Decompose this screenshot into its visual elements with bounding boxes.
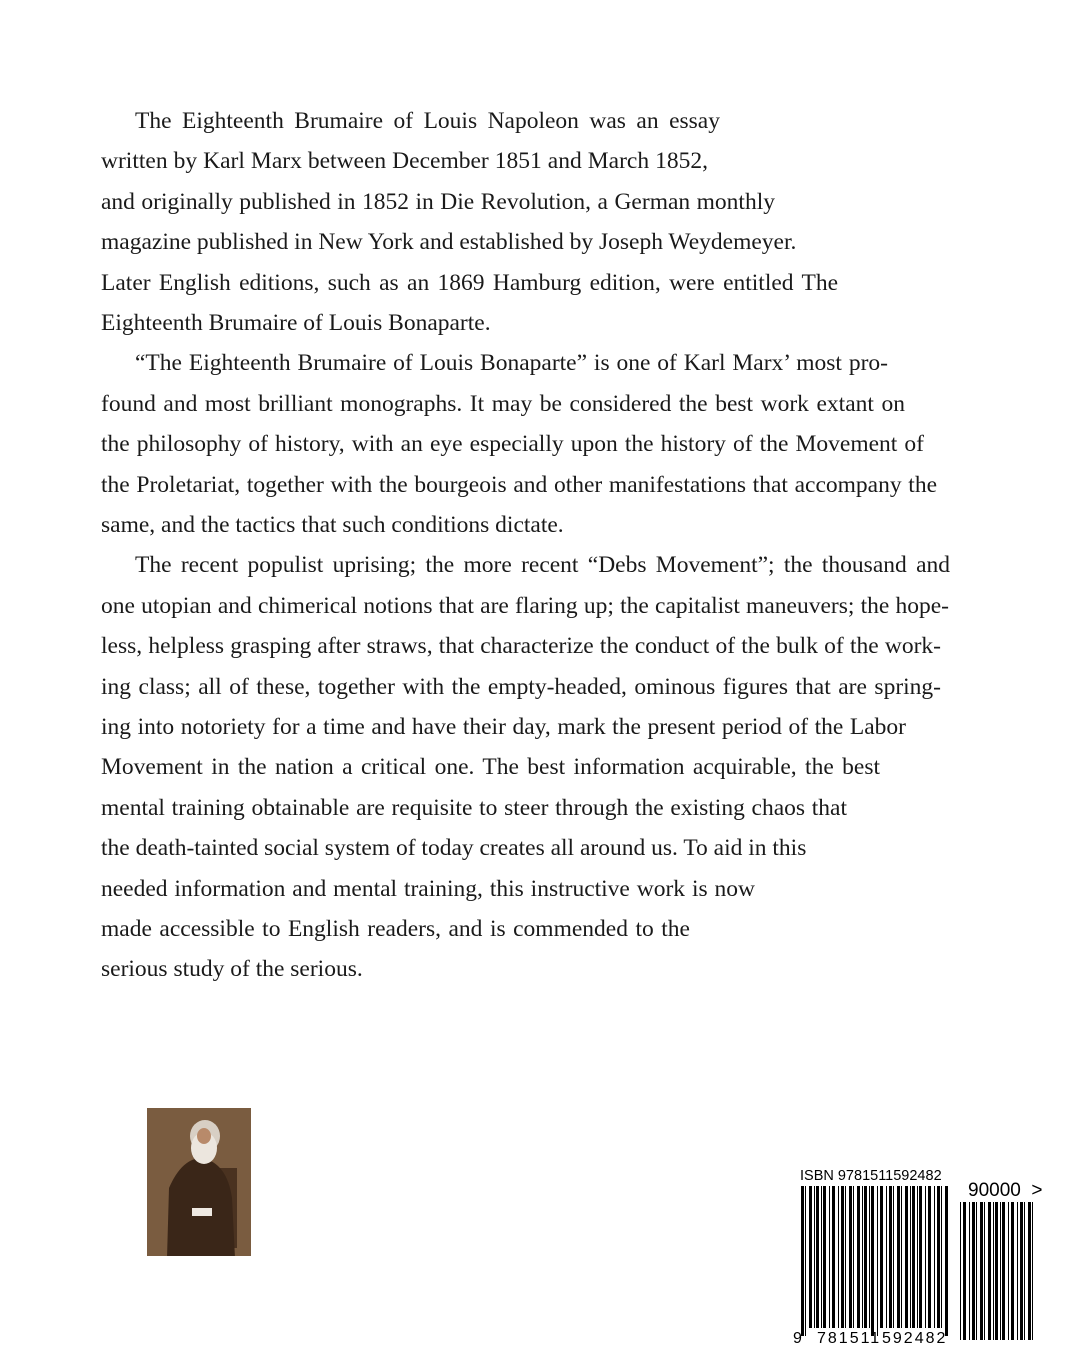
barcode-bar <box>993 1202 994 1340</box>
barcode-bar <box>886 1186 887 1328</box>
barcode-bar <box>893 1186 894 1328</box>
blurb-line: mental training obtainable are requisite to steer through the existing chaos that <box>101 794 847 821</box>
barcode-bar <box>1002 1202 1005 1340</box>
blurb-line: found and most brilliant monographs. It may be considered the best work extant on <box>101 390 905 417</box>
barcode-bar <box>934 1186 935 1328</box>
barcode-digit-first: 9 <box>793 1330 802 1347</box>
barcode-bar <box>809 1186 812 1328</box>
barcode-digits-right: 592482 <box>882 1330 948 1347</box>
barcode-bar <box>880 1186 883 1328</box>
author-portrait-photo <box>147 1108 251 1256</box>
barcode-bar <box>862 1186 863 1328</box>
barcode-bar <box>814 1186 815 1328</box>
barcode-bar <box>864 1186 867 1328</box>
barcode-bar <box>1017 1202 1018 1340</box>
barcode-bar <box>980 1202 983 1340</box>
blurb-line: the death-tainted social system of today creates all around us. To aid in this <box>101 835 807 862</box>
barcode-bar <box>805 1186 806 1336</box>
barcode-bar <box>1000 1202 1001 1340</box>
blurb-line: less, helpless grasping after straws, that characterize the conduct of the bulk of the work- <box>101 633 941 660</box>
blurb-line: The recent populist uprising; the more recent “Debs Movement”; the thousand and <box>135 552 950 579</box>
barcode-bar <box>877 1186 878 1336</box>
blurb-line: “The Eighteenth Brumaire of Louis Bonaparte” is one of Karl Marx’ most pro- <box>135 350 888 377</box>
barcode-bar <box>912 1186 915 1328</box>
barcode-bar <box>988 1202 991 1340</box>
barcode-bar <box>853 1186 854 1328</box>
blurb-line: the Proletariat, together with the bourgeois and other manifestations that accompany the <box>101 471 937 498</box>
barcode-bar <box>897 1186 900 1328</box>
blurb-line: Eighteenth Brumaire of Louis Bonaparte. <box>101 310 491 336</box>
blurb-line: the philosophy of history, with an eye especially upon the history of the Movement of <box>101 431 924 458</box>
barcode-bar <box>849 1186 852 1328</box>
isbn-barcode <box>795 1168 1045 1353</box>
barcode-bar <box>960 1202 961 1340</box>
barcode-bar <box>941 1186 942 1328</box>
barcode-bar <box>832 1186 835 1328</box>
barcode-bar <box>905 1186 908 1328</box>
barcode-bar <box>869 1186 870 1328</box>
barcode-bar <box>1011 1202 1014 1340</box>
blurb-line: serious study of the serious. <box>101 956 363 983</box>
blurb-line: one utopian and chimerical notions that are flaring up; the capitalist maneuvers; the hope- <box>101 592 949 619</box>
blurb-line: Later English editions, such as an 1869 Hamburg edition, were entitled The <box>101 269 838 296</box>
barcode-bar <box>917 1186 918 1328</box>
blurb-line: ing into notoriety for a time and have their day, mark the present period of the Labor <box>101 714 906 740</box>
barcode-bar <box>901 1186 902 1328</box>
barcode-digits-left: 781511 <box>817 1330 882 1347</box>
barcode-bar <box>937 1186 940 1328</box>
isbn-label: ISBN 9781511592482 <box>800 1168 942 1184</box>
blurb-line: Movement in the nation a critical one. The best information acquirable, the best <box>101 754 880 781</box>
barcode-bar <box>928 1186 931 1328</box>
blurb-line: same, and the tactics that such conditions dictate. <box>101 512 564 538</box>
barcode-bar <box>821 1186 822 1328</box>
barcode-bar <box>1024 1202 1025 1340</box>
barcode-bar <box>829 1186 830 1328</box>
barcode-bar <box>841 1186 844 1328</box>
barcode-bar <box>1008 1202 1009 1340</box>
barcode-bar <box>871 1186 874 1336</box>
barcode-bar <box>816 1186 819 1328</box>
barcode-bar <box>823 1186 826 1328</box>
barcode-bar <box>963 1202 966 1340</box>
barcode-bars <box>795 1168 1045 1353</box>
barcode-bar <box>845 1186 846 1328</box>
barcode-bar <box>945 1186 948 1336</box>
barcode-bar <box>1028 1202 1031 1340</box>
barcode-bar <box>976 1202 977 1340</box>
blurb-line: magazine published in New York and established by Joseph Weydemeyer. <box>101 229 797 256</box>
barcode-bar <box>838 1186 839 1328</box>
barcode-bar <box>919 1186 922 1328</box>
barcode-bar <box>1020 1202 1023 1340</box>
blurb-line: The Eighteenth Brumaire of Louis Napoleon was an essay <box>135 108 720 134</box>
barcode-bar <box>995 1202 998 1340</box>
barcode-bar <box>910 1186 911 1328</box>
barcode-bar <box>1032 1202 1033 1340</box>
blurb-line: written by Karl Marx between December 1851 and March 1852, <box>101 148 708 175</box>
barcode-bar <box>969 1202 970 1340</box>
barcode-bar <box>925 1186 926 1328</box>
barcode-bar <box>889 1186 892 1328</box>
barcode-bar <box>801 1186 804 1336</box>
blurb-line: ing class; all of these, together with the empty-headed, ominous figures that are spring- <box>101 673 941 700</box>
barcode-bar <box>857 1186 860 1328</box>
barcode-bar <box>972 1202 975 1340</box>
price-addon-label: 90000 > <box>968 1180 1043 1201</box>
barcode-bar <box>984 1202 985 1340</box>
blurb-line: made accessible to English readers, and is commended to the <box>101 916 690 942</box>
blurb-line: and originally published in 1852 in Die Revolution, a German monthly <box>101 188 775 215</box>
blurb-line: needed information and mental training, this instructive work is now <box>101 875 755 902</box>
